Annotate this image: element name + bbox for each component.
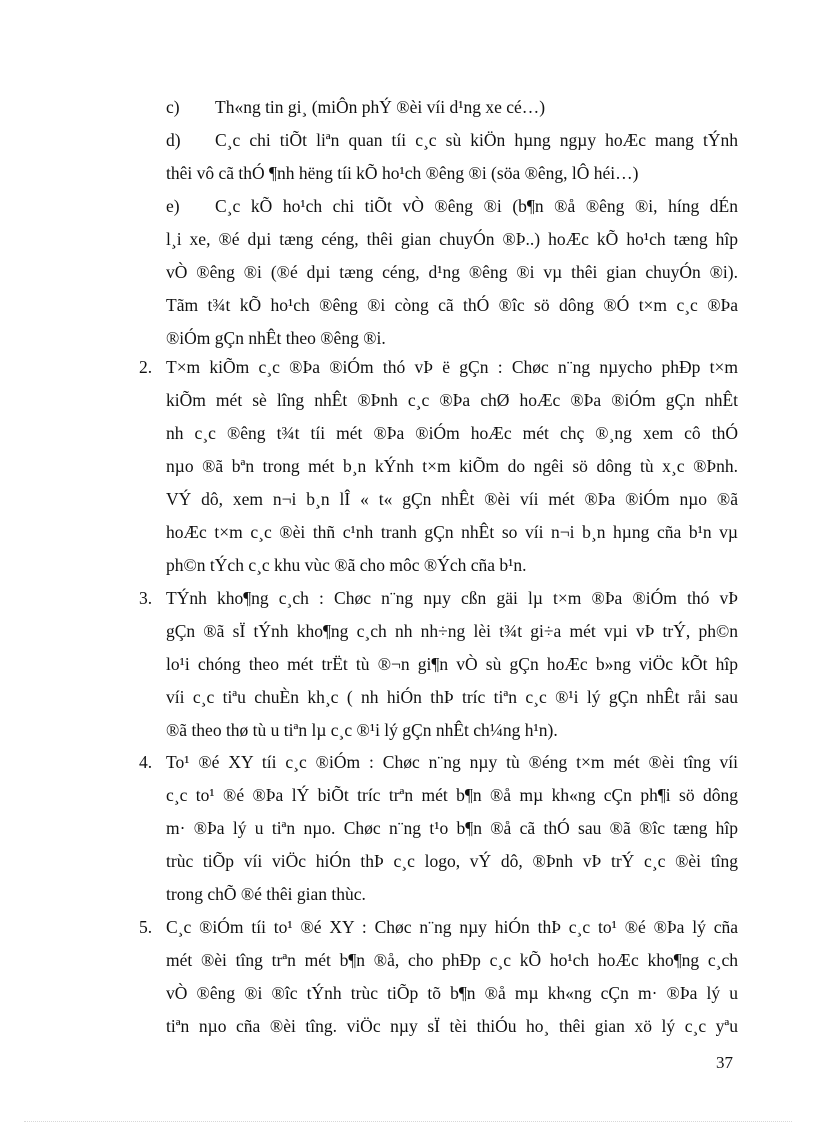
text-line: c¸c to¹ ®é ®Þa lÝ biÕt tríc trªn mét b¶n ®å mµ kh«ng cÇn ph¶i sö dông: [166, 785, 738, 805]
list-number: 2.: [139, 357, 153, 377]
text-line: C¸c ®iÓm tíi to¹ ®é XY : Chøc n¨ng nµy hiÓn thÞ c¸c to¹ ®é ®Þa lý cña: [166, 917, 738, 937]
text-line: C¸c kÕ ho¹ch chi tiÕt vÒ ®êng ®i (b¶n ®å ®êng ®i, híng dÉn: [215, 196, 738, 216]
text-line: trong chÕ ®é thêi gian thùc.: [166, 884, 366, 904]
text-line: VÝ dô, xem n¬i b¸n lÎ « t« gÇn nhÊt ®èi víi mét ®Þa ®iÓm nµo ®ã: [166, 489, 738, 509]
text-line: hoÆc t×m c¸c ®èi thñ c¹nh tranh gÇn nhÊt so víi n¬i b¸n hµng cña b¹n vµ: [166, 522, 738, 542]
text-line: nh c¸c ®êng t¾t tíi mét ®Þa ®iÓm hoÆc mét chç ®¸ng xem cô thÓ: [166, 423, 738, 443]
text-line: ®iÓm gÇn nhÊt theo ®êng ®i.: [166, 328, 386, 348]
text-line: lo¹i chóng theo mét trËt tù ®¬n gi¶n vÒ sù gÇn hoÆc b»ng viÖc kÕt hîp: [166, 654, 738, 674]
text-line: tiªn nµo cña ®èi tîng. viÖc nµy sÏ tèi thiÓu ho¸ thêi gian xö lý c¸c yªu: [166, 1016, 738, 1036]
list-number: 4.: [139, 752, 153, 772]
item-label: d): [166, 130, 181, 150]
text-line: To¹ ®é XY tíi c¸c ®iÓm : Chøc n¨ng nµy tù ®éng t×m mét ®èi tîng víi: [166, 752, 738, 772]
text-line: Tãm t¾t kÕ ho¹ch ®êng ®i còng cã thÓ ®îc sö dông ®Ó t×m c¸c ®Þa: [166, 295, 738, 315]
text-line: mét ®èi tîng trªn mét b¶n ®å, cho phÐp c¸c kÕ ho¹ch hoÆc kho¶ng c¸ch: [166, 950, 738, 970]
page-bottom-rule: [24, 1121, 792, 1122]
text-line: víi c¸c tiªu chuÈn kh¸c ( nh hiÓn thÞ tríc tiªn c¸c ®¹i lý gÇn nhÊt råi sau: [166, 687, 738, 707]
page-number: 37: [716, 1053, 733, 1072]
text-line: kiÕm mét sè lîng nhÊt ®Þnh c¸c ®Þa chØ hoÆc ®Þa ®iÓm gÇn nhÊt: [166, 390, 738, 410]
text-line: trùc tiÕp víi viÖc hiÓn thÞ c¸c logo, vÝ dô, ®Þnh vÞ trÝ c¸c ®èi tîng: [166, 851, 738, 871]
text-line: T×m kiÕm c¸c ®Þa ®iÓm thó vÞ ë gÇn : Chøc n¨ng nµycho phÐp t×m: [166, 357, 738, 377]
text-line: ®ã theo thø tù u tiªn lµ c¸c ®¹i lý gÇn nhÊt ch¼ng h¹n).: [166, 720, 558, 740]
text-line: TÝnh kho¶ng c¸ch : Chøc n¨ng nµy cßn gäi lµ t×m ®Þa ®iÓm thó vÞ: [166, 588, 738, 608]
text-line: gÇn ®ã sÏ tÝnh kho¶ng c¸ch nh nh÷ng lèi t¾t gi÷a mét vµi vÞ trÝ, ph©n: [166, 621, 738, 641]
text-line: m· ®Þa lý u tiªn nµo. Chøc n¨ng t¹o b¶n ®å cã thÓ sau ®ã ®îc tæng hîp: [166, 818, 738, 838]
text-line: Th«ng tin gi¸ (miÔn phÝ ®èi víi d¹ng xe cé…): [215, 97, 546, 117]
text-line: ph©n tÝch c¸c khu vùc ®ã cho môc ®Ých cña b¹n.: [166, 555, 527, 575]
text-line: thêi vô cã thÓ ¶nh hëng tíi kÕ ho¹ch ®êng ®i (söa ®êng, lÔ héi…): [166, 163, 639, 183]
list-number: 3.: [139, 588, 153, 608]
item-label: c): [166, 97, 180, 117]
text-line: nµo ®ã bªn trong mét b¸n kÝnh t×m kiÕm do ngêi sö dông tù x¸c ®Þnh.: [166, 456, 738, 476]
text-line: l¸i xe, ®é dµi tæng céng, thêi gian chuyÓn ®Þ..) hoÆc kÕ ho¹ch tæng hîp: [166, 229, 738, 249]
text-line: vÒ ®êng ®i ®îc tÝnh trùc tiÕp tõ b¶n ®å mµ kh«ng cÇn m· ®Þa lý u: [166, 983, 738, 1003]
list-number: 5.: [139, 917, 153, 937]
text-line: vÒ ®êng ®i (®é dµi tæng céng, d¹ng ®êng ®i vµ thêi gian chuyÓn ®i).: [166, 262, 738, 282]
item-label: e): [166, 196, 180, 216]
text-line: C¸c chi tiÕt liªn quan tíi c¸c sù kiÖn hµng ngµy hoÆc mang tÝnh: [215, 130, 738, 150]
